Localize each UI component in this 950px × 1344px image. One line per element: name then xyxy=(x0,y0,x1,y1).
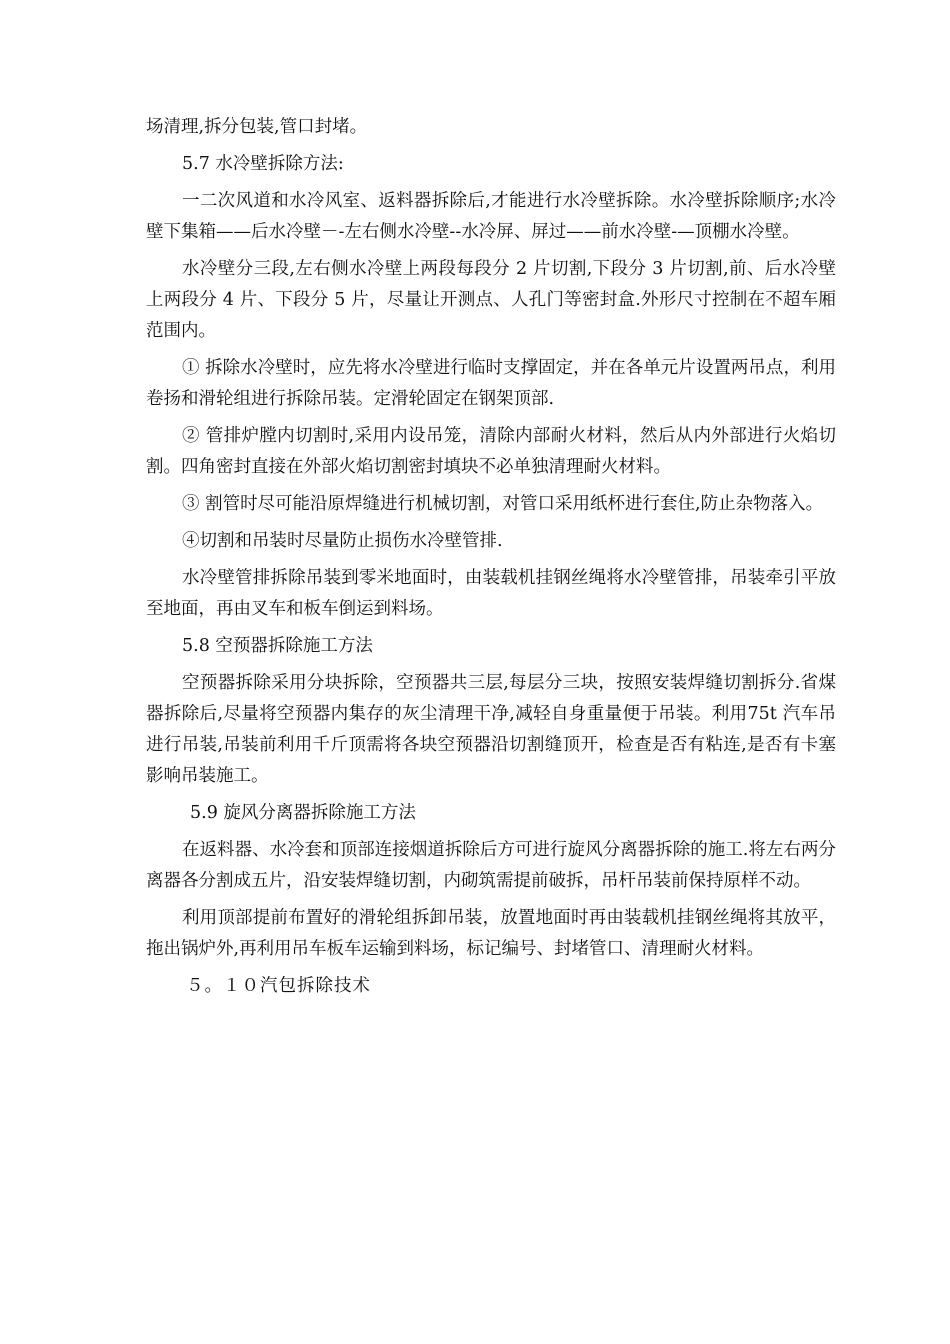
section-heading-5-7: 5.7 水冷壁拆除方法: xyxy=(182,154,344,174)
paragraph-site-cleanup: 场清理,拆分包装,管口封堵。 xyxy=(146,117,368,137)
paragraph-water-wall-segments: 水冷壁分三段,左右侧水冷壁上两段每段分 2 片切割,下段分 3 片切割,前、后水冷壁上两段分 4 片、下段分 5 片，尽量让开测点、人孔门等密封盒.外形尺寸控制在不超车厢范围内。 xyxy=(146,259,836,341)
section-heading-5-9: 5.9 旋风分离器拆除施工方法 xyxy=(190,803,416,823)
list-item-2: ② 管排炉膛内切割时,采用内设吊笼，清除内部耐火材料，然后从内外部进行火焰切割。四角密封直接在外部火焰切割密封填块不必单独清理耐火材料。 xyxy=(146,426,836,477)
paragraph-air-preheater: 空预器拆除采用分块拆除，空预器共三层,每层分三块，按照安装焊缝切割拆分.省煤器拆除后,尽量将空预器内集存的灰尘清理干净,减轻自身重量便于吊装。利用75t 汽车吊进行吊装,吊装前利用千斤顶需将各块空预器沿切割缝顶开，检查是否有粘连,是否有卡塞影响吊装施工。 xyxy=(146,673,836,786)
paragraph-cyclone-cutting: 在返料器、水冷套和顶部连接烟道拆除后方可进行旋风分离器拆除的施工.将左右两分离器各分割成五片，沿安装焊缝切割，内砌筑需提前破拆，吊杆吊装前保持原样不动。 xyxy=(146,840,836,891)
list-item-3: ③ 割管时尽可能沿原焊缝进行机械切割，对管口采用纸杯进行套住,防止杂物落入。 xyxy=(182,494,824,514)
list-item-1: ① 拆除水冷壁时，应先将水冷壁进行临时支撑固定，并在各单元片设置两吊点，利用卷扬和滑轮组进行拆除吊装。定滑轮固定在钢架顶部. xyxy=(146,358,836,409)
section-heading-5-8: 5.8 空预器拆除施工方法 xyxy=(182,636,373,656)
paragraph-water-wall-sequence: 一二次风道和水冷风室、返料器拆除后,才能进行水冷壁拆除。水冷壁拆除顺序;水冷壁下集箱——后水冷壁－-左右侧水冷壁--水冷屏、屏过——前水冷壁-—顶棚水冷壁。 xyxy=(146,191,836,242)
paragraph-tube-transport: 水冷壁管排拆除吊装到零米地面时，由装载机挂钢丝绳将水冷壁管排，吊装牵引平放至地面，再由叉车和板车倒运到料场。 xyxy=(146,568,836,619)
document-body xyxy=(146,112,836,1002)
paragraph-cyclone-lifting: 利用顶部提前布置好的滑轮组拆卸吊装，放置地面时再由装载机挂钢丝绳将其放平，拖出锅炉外,再利用吊车板车运输到料场，标记编号、封堵管口、清理耐火材料。 xyxy=(146,908,836,959)
section-heading-5-10: ５。１０汽包拆除技术 xyxy=(186,976,371,996)
list-item-4: ④切割和吊装时尽量防止损伤水冷壁管排. xyxy=(182,531,503,551)
